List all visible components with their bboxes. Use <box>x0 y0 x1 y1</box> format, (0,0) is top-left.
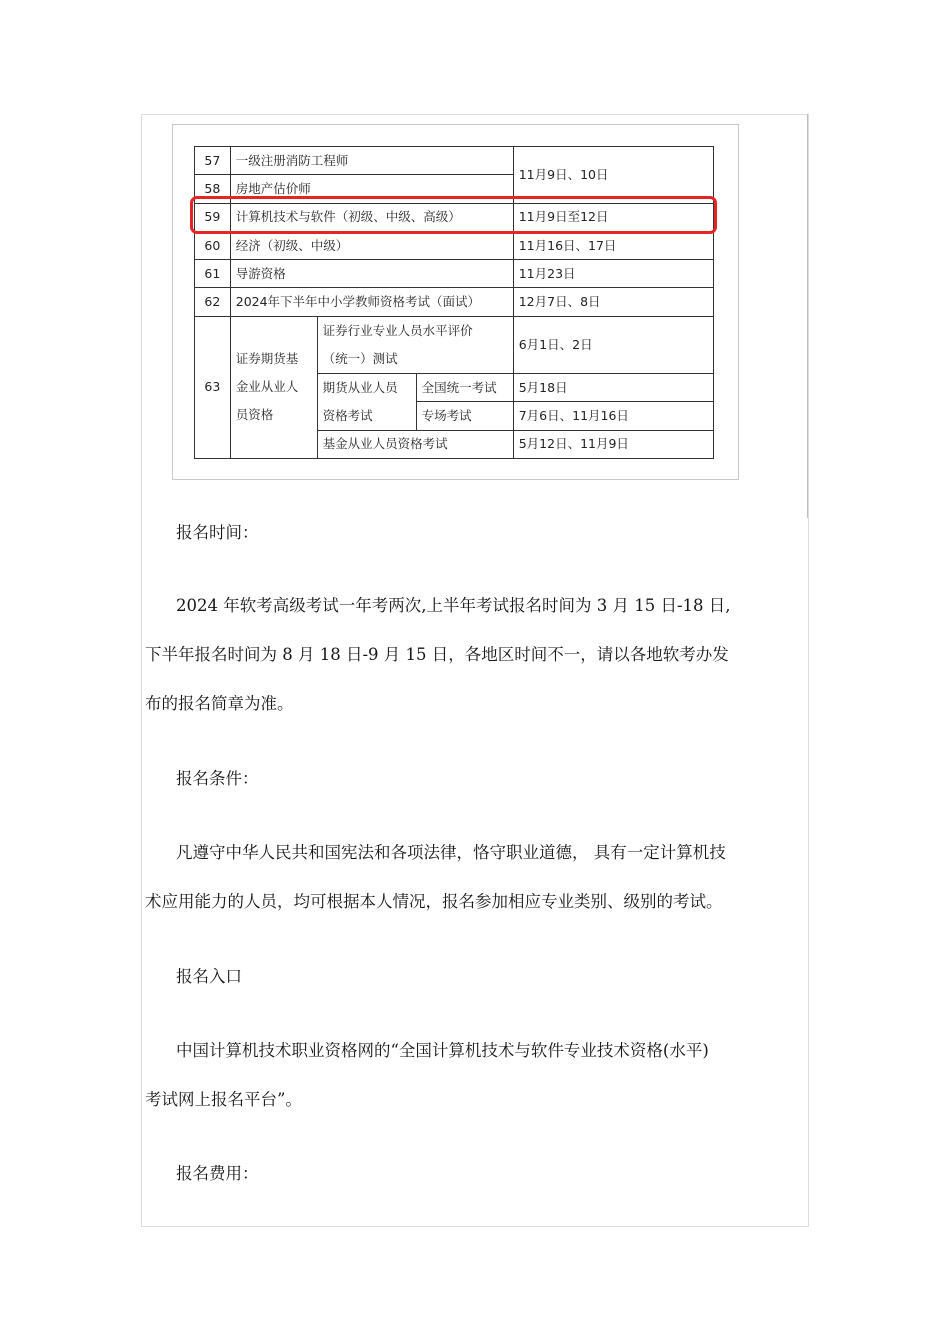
table-row <box>195 316 714 373</box>
exam-schedule-table <box>194 146 714 459</box>
exam-date: 11月16日、17日 <box>513 231 713 259</box>
exam-subcategory: 基金从业人员资格考试 <box>317 430 513 458</box>
table-row <box>195 260 714 288</box>
exam-name: 2024年下半年中小学教师资格考试（面试） <box>230 288 513 316</box>
exam-name: 经济（初级、中级） <box>230 231 513 259</box>
row-number: 59 <box>195 203 231 231</box>
exam-category: 证券期货基 金业从业人 员资格 <box>230 316 317 458</box>
fee-heading: 报名费用： <box>176 1164 259 1183</box>
table-row <box>195 147 714 175</box>
exam-date: 11月9日至12日 <box>513 203 713 231</box>
image-frame-edge <box>807 114 808 518</box>
row-number: 58 <box>195 175 231 203</box>
exam-type: 专场考试 <box>416 402 513 431</box>
exam-subcategory: 期货从业人员 资格考试 <box>317 373 416 430</box>
exam-name: 房地产估价师 <box>230 175 513 203</box>
entry-paragraph: 中国计算机技术职业资格网的“全国计算机技术与软件专业技术资格(水平) 考试网上报名平台”。 <box>145 1041 709 1109</box>
exam-date: 11月9日、10日 <box>513 147 713 204</box>
exam-name: 导游资格 <box>230 260 513 288</box>
registration-time-paragraph: 2024 年软考高级考试一年考两次,上半年考试报名时间为 3 月 15 日-18 日, 下半年报名时间为 8 月 18 日-9 月 15 日，各地区时间不一，请以各地软考办发 布的报名简章为准。 <box>145 596 731 713</box>
table-row <box>195 231 714 259</box>
row-number: 60 <box>195 231 231 259</box>
exam-date: 7月6日、11月16日 <box>513 402 713 431</box>
exam-schedule-table-image <box>172 124 739 480</box>
conditions-heading: 报名条件： <box>176 769 259 788</box>
exam-subcategory: 证券行业专业人员水平评价 （统一）测试 <box>317 316 513 373</box>
exam-date: 12月7日、8日 <box>513 288 713 316</box>
exam-name: 一级注册消防工程师 <box>230 147 513 175</box>
row-number: 61 <box>195 260 231 288</box>
exam-date: 5月12日、11月9日 <box>513 430 713 458</box>
table-row <box>195 288 714 316</box>
exam-date: 5月18日 <box>513 373 713 402</box>
exam-name: 计算机技术与软件（初级、中级、高级） <box>230 203 513 231</box>
entry-heading: 报名入口 <box>176 967 242 986</box>
exam-type: 全国统一考试 <box>416 373 513 402</box>
row-number: 63 <box>195 316 231 458</box>
exam-date: 6月1日、2日 <box>513 316 713 373</box>
exam-date: 11月23日 <box>513 260 713 288</box>
row-number: 62 <box>195 288 231 316</box>
highlight-box <box>190 196 717 234</box>
conditions-paragraph: 凡遵守中华人民共和国宪法和各项法律，恪守职业道德， 具有一定计算机技 术应用能力的人员，均可根据本人情况，报名参加相应专业类别、级别的考试。 <box>145 843 726 911</box>
registration-time-heading: 报名时间： <box>176 523 259 542</box>
row-number: 57 <box>195 147 231 175</box>
